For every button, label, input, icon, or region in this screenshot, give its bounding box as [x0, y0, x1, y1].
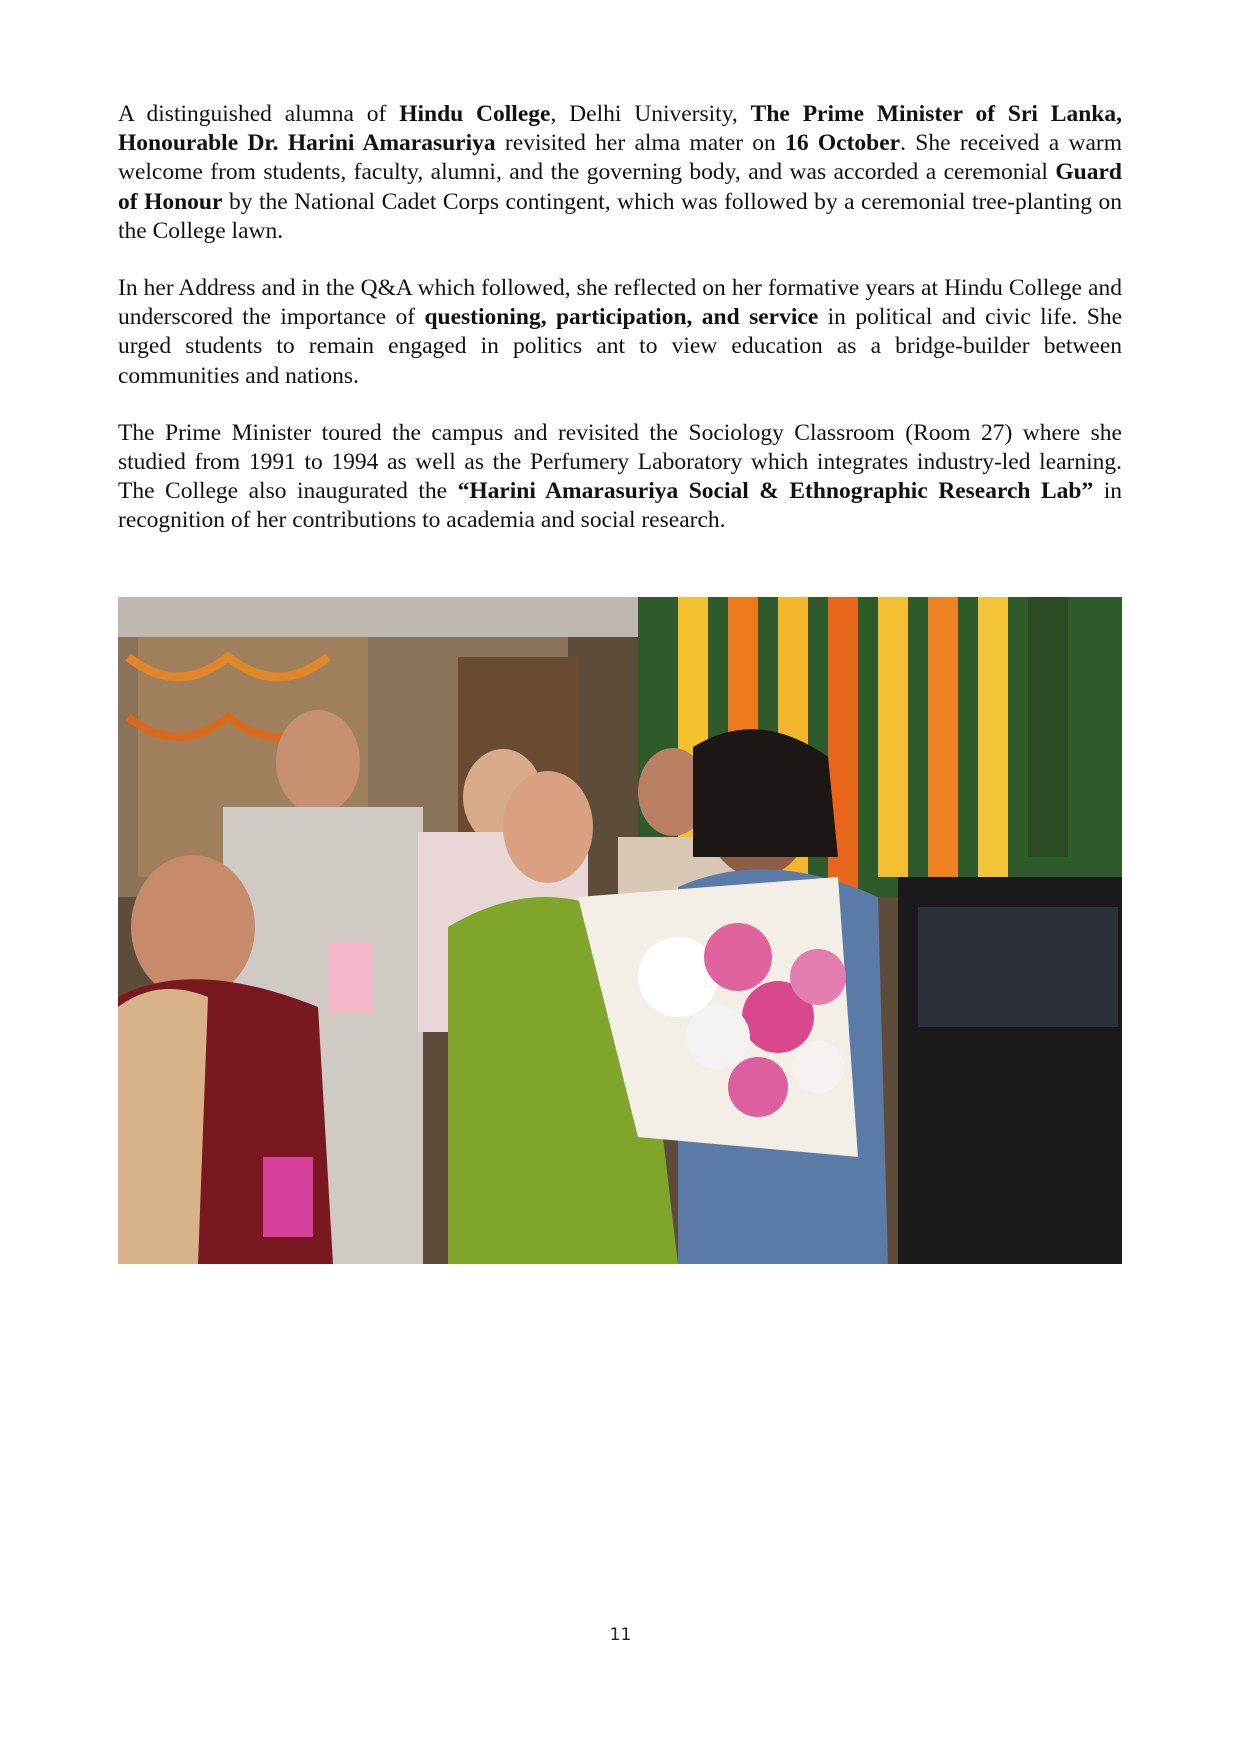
text-run: . She received a warm welcome from students, faculty, alumni, and the governing body, and was accorded a ceremonial	[118, 130, 1122, 186]
body-text	[118, 100, 1122, 564]
text-run: in recognition of her contributions to academia and social research.	[118, 478, 1122, 534]
text-run-bold: questioning, participation, and service	[424, 304, 819, 331]
paragraph-1	[118, 100, 1122, 246]
text-run-bold: Guard of Honour	[118, 159, 1122, 215]
event-photo	[118, 597, 1122, 1264]
page-number: 11	[609, 1625, 632, 1645]
text-run: In her Address and in the Q&A which followed, she reflected on her formative years at Hindu College and underscored the importance of	[118, 275, 1122, 331]
text-run: in political and civic life. She urged students to remain engaged in politics ant to view education as a bridge-builder between communities and nations.	[118, 304, 1122, 389]
text-run: revisited her alma mater on	[495, 130, 786, 157]
text-run-bold: The Prime Minister of Sri Lanka, Honourable Dr. Harini Amarasuriya	[118, 101, 1122, 157]
paragraph-3	[118, 419, 1122, 536]
text-run-bold: Hindu College	[399, 101, 551, 127]
text-run: The Prime Minister toured the campus and revisited the Sociology Classroom (Room 27) where she studied from 1991 to 1994 as well as the Perfumery Laboratory which integrates industry-led learning. The College also inaugurated the	[118, 419, 1122, 505]
text-run: , Delhi University,	[550, 101, 751, 127]
text-run: by the National Cadet Corps contingent, which was followed by a ceremonial tree-planting on the College lawn.	[118, 188, 1122, 244]
text-run: A distinguished alumna of	[118, 101, 400, 127]
paragraph-2	[118, 274, 1122, 391]
text-run-bold: “Harini Amarasuriya Social & Ethnographic Research Lab”	[457, 478, 1094, 505]
photo-illustration	[118, 597, 1122, 1264]
text-run-bold: 16 October	[785, 130, 901, 157]
